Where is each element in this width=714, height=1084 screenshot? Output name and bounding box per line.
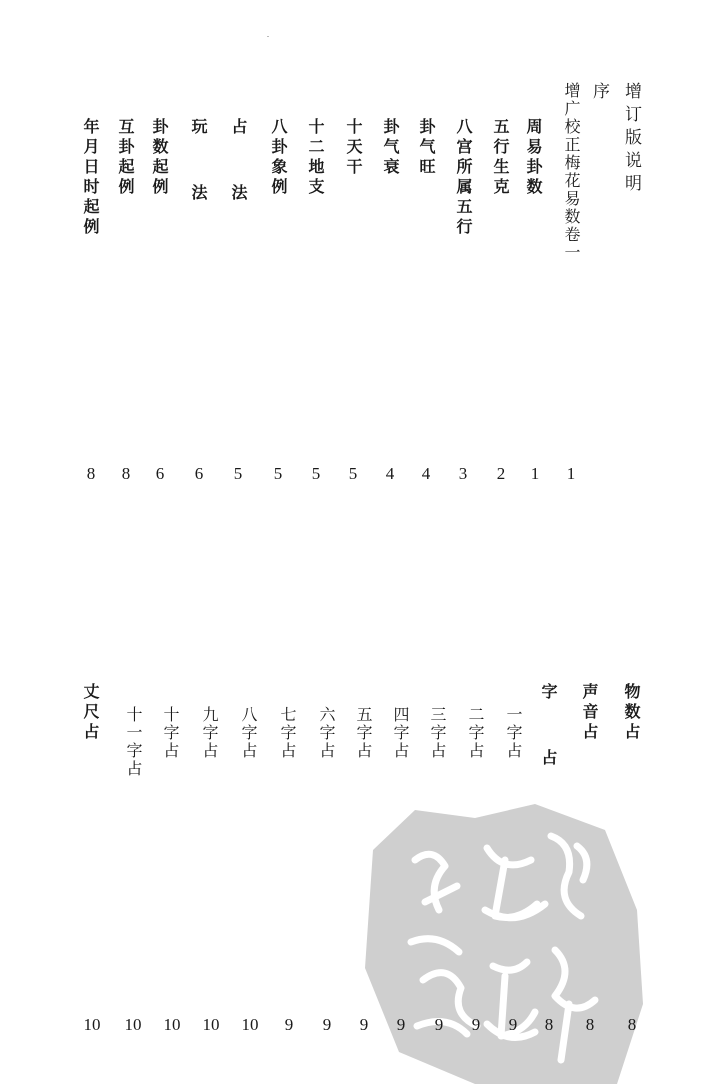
page-number: 8: [544, 1015, 554, 1034]
toc-title: 五字占: [354, 706, 373, 760]
toc-title: 八宫所属五行: [454, 118, 473, 238]
toc-title: 十一字占: [124, 706, 143, 778]
page-number: 6: [194, 464, 204, 483]
page-number: 9: [284, 1015, 294, 1034]
toc-title: 十二地支: [306, 118, 325, 198]
toc-title: 六字占: [317, 706, 336, 760]
toc-title: 七字占: [278, 706, 297, 760]
page-number: 5: [311, 464, 321, 483]
toc-title: 增广校正梅花易数卷一: [562, 82, 581, 262]
toc-title: 卦气衰: [381, 118, 400, 178]
toc-title: 卦气旺: [417, 118, 436, 178]
toc-title: 序: [589, 82, 609, 105]
page-number: 9: [471, 1015, 481, 1034]
page-number: 9: [322, 1015, 332, 1034]
toc-title: 九字占: [200, 706, 219, 760]
toc-title: 三字占: [428, 706, 447, 760]
toc-title: 互卦起例: [116, 118, 135, 198]
page-number: 5: [233, 464, 243, 483]
page-number: 8: [627, 1015, 637, 1034]
page-number: 9: [434, 1015, 444, 1034]
toc-title: 四字占: [391, 706, 410, 760]
page-number: 10: [202, 1015, 220, 1034]
page-number: 4: [385, 464, 395, 483]
page-number: 10: [241, 1015, 259, 1034]
page-number: 10: [163, 1015, 181, 1034]
toc-title: 占 法: [229, 118, 248, 204]
page-number: 1: [566, 464, 576, 483]
toc-title: 八字占: [239, 706, 258, 760]
page-number: 6: [155, 464, 165, 483]
page-number: 10: [124, 1015, 142, 1034]
toc-title: 卦数起例: [150, 118, 169, 198]
page-number: 8: [585, 1015, 595, 1034]
page-number: 5: [273, 464, 283, 483]
toc-title: 十字占: [161, 706, 180, 760]
page-number: 8: [86, 464, 96, 483]
page-number: 9: [359, 1015, 369, 1034]
toc-title: 物数占: [622, 683, 641, 743]
scan-speck: [267, 36, 269, 37]
toc-title: 二字占: [466, 706, 485, 760]
toc-title: 声音占: [580, 683, 599, 743]
toc-title: 字 占: [539, 683, 558, 769]
page-number: 3: [458, 464, 468, 483]
page-number: 4: [421, 464, 431, 483]
page-number: 10: [83, 1015, 101, 1034]
page-number: 8: [121, 464, 131, 483]
toc-title: 玩 法: [189, 118, 208, 204]
toc-title: 丈尺占: [81, 683, 100, 743]
toc-title: 周易卦数: [524, 118, 543, 198]
toc-title: 五行生克: [491, 118, 510, 198]
seal-stamp-watermark: [355, 790, 645, 1084]
toc-title: 八卦象例: [269, 118, 288, 198]
page-number: 9: [396, 1015, 406, 1034]
page-number: 1: [530, 464, 540, 483]
toc-title: 年月日时起例: [81, 118, 100, 238]
toc-title: 十天干: [344, 118, 363, 178]
toc-title: 一字占: [504, 706, 523, 760]
page-number: 5: [348, 464, 358, 483]
page-number: 2: [496, 464, 506, 483]
toc-title: 增订版说明: [621, 82, 641, 197]
page-number: 9: [508, 1015, 518, 1034]
